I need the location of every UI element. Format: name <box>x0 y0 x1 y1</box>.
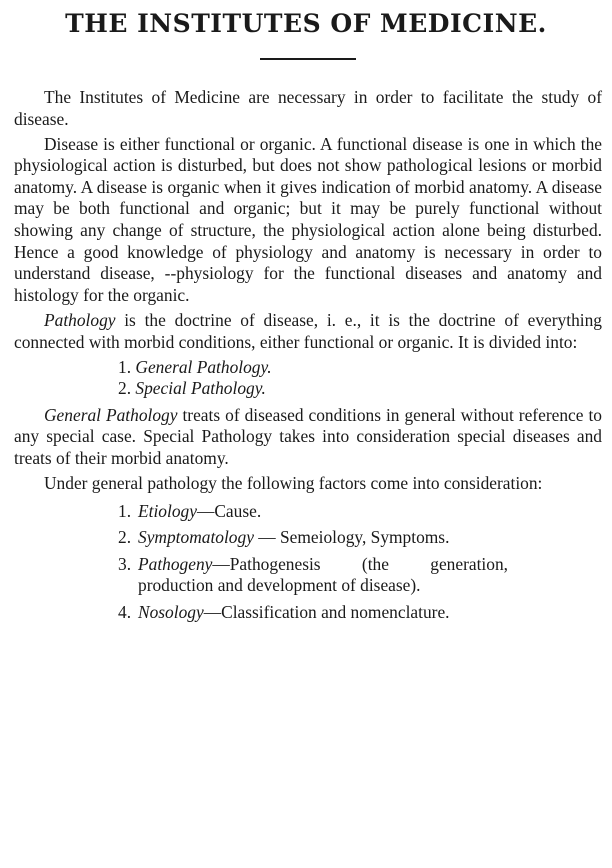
factor-description: —Classification and nomenclature. <box>203 602 450 623</box>
pathology-definition: is the doctrine of disease, i. e., it is the doctrine of everything connected with morbid conditions, either functional or organic. It is divided into: <box>14 309 602 352</box>
factor-term: Nosology <box>138 602 204 623</box>
paragraph-intro: The Institutes of Medicine are necessary in order to facilitate the study of disease. <box>14 87 602 129</box>
list-item <box>118 527 508 549</box>
general-pathology-definition: treats of diseased conditions in general without reference to any special case. Special Pathology takes into consideration special diseases and treats of their morbid anatomy. <box>14 404 602 468</box>
list-item <box>118 378 602 400</box>
list-item-number: 3. <box>118 553 132 574</box>
list-item <box>118 501 508 523</box>
list-item-number: 4. <box>118 602 132 623</box>
paragraph-disease: Disease is either functional or organic. A functional disease is one in which the physiological action is disturbed, but does not show pathological lesions or morbid anatomy. A disease is organic when it gives indication of morbid anatomy. A disease may be both functional and organic; but it may be purely functional without showing any change of structure, the physiological action alone being disturbed. Hence a good knowledge of physiology and anatomy is necessary in order to understand disease, --physiology for the functional diseases and anatomy and histology for the organic. <box>14 133 602 305</box>
list-item <box>118 602 508 624</box>
title-rule <box>260 58 356 60</box>
list-item-number: 1. <box>118 356 132 377</box>
general-pathology-term: General Pathology <box>44 404 178 425</box>
factor-description: —Pathogenesis (the generation, production and development of disease). <box>138 553 508 596</box>
list-item-text: Special Pathology. <box>135 378 266 399</box>
paragraph-pathology <box>14 310 602 353</box>
list-item <box>118 357 602 379</box>
body-text <box>14 87 602 629</box>
page-title: THE INSTITUTES OF MEDICINE. <box>65 9 547 38</box>
factor-term: Etiology <box>138 500 197 521</box>
factor-description: — Semeiology, Symptoms. <box>253 527 450 548</box>
pathology-term: Pathology <box>44 309 116 330</box>
factor-term: Pathogeny <box>138 553 213 574</box>
paragraph-factors-intro: Under general pathology the following factors come into consideration: <box>44 473 543 494</box>
factor-term: Symptomatology <box>138 527 254 548</box>
list-item-text: General Pathology. <box>135 356 272 377</box>
division-list <box>14 357 602 400</box>
list-item <box>118 554 508 597</box>
list-item-number: 1. <box>118 500 132 521</box>
list-item-number: 2. <box>118 527 132 548</box>
factor-description: —Cause. <box>196 500 262 521</box>
list-item-number: 2. <box>118 378 132 399</box>
factors-list <box>14 501 508 624</box>
paragraph-general-pathology <box>14 405 602 470</box>
